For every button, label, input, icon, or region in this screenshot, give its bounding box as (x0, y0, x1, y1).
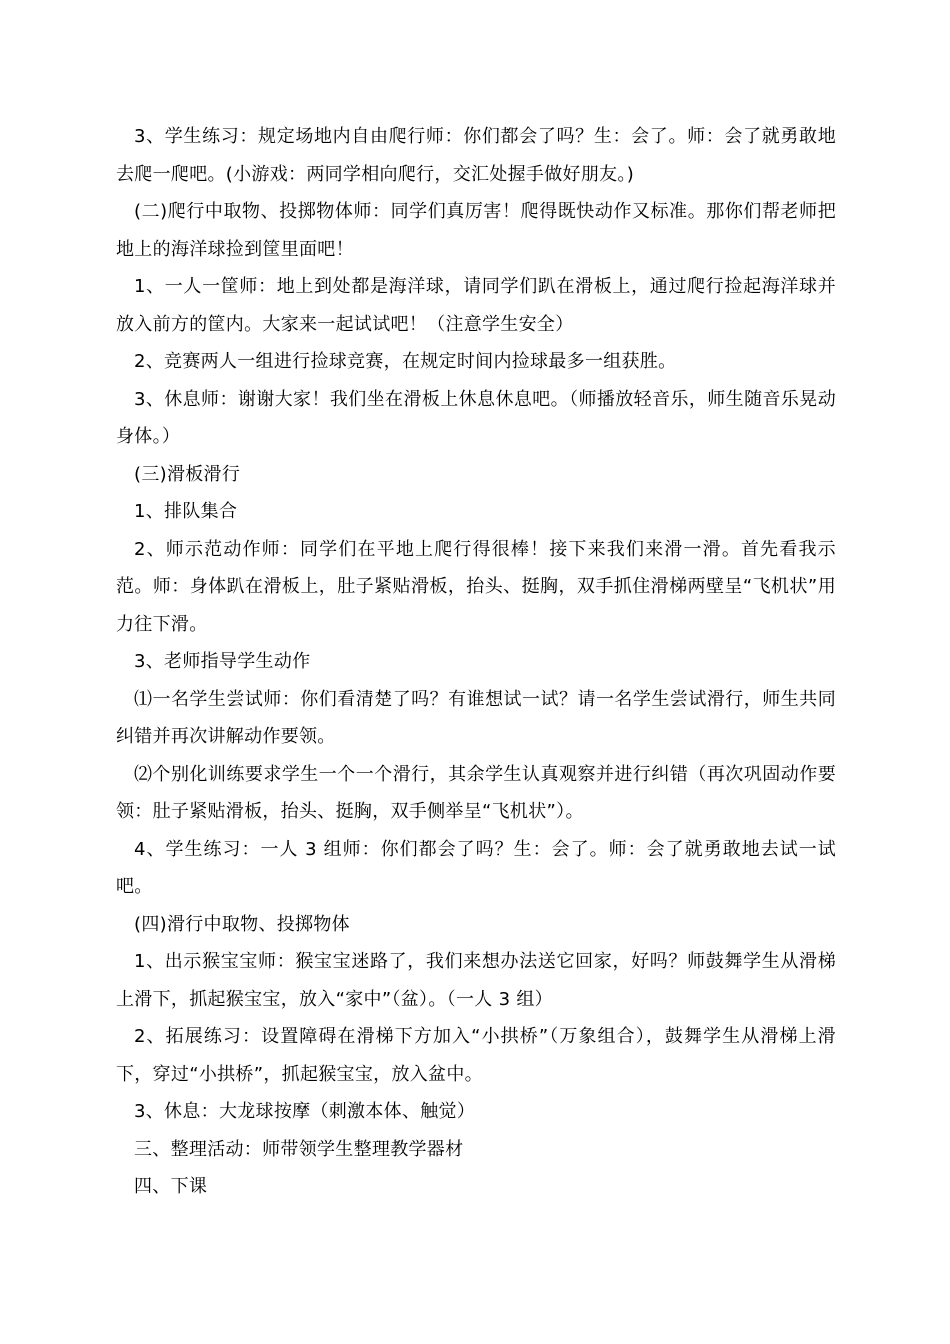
section-heading-dismiss: 四、下课 (134, 1176, 208, 1197)
paragraph-rest: 3、休息师：谢谢大家！我们坐在滑板上休息休息吧。（师播放轻音乐，师生随音乐晃动身体。） (116, 388, 836, 447)
document-page (116, 118, 836, 1206)
section-heading-slide-fetch: (四)滑行中取物、投掷物体 (134, 913, 350, 935)
paragraph-line-up: 1、排队集合 (134, 501, 238, 522)
paragraph-competition: 2、竞赛两人一组进行捡球竞赛，在规定时间内捡球最多一组获胜。 (134, 351, 677, 372)
paragraph-practice-slide: 4、学生练习：一人 3 组师：你们都会了吗？生：会了。师：会了就勇敢地去试一试吧。 (116, 838, 836, 897)
section-heading-slide: (三)滑板滑行 (134, 463, 241, 485)
section-heading-crawl-fetch: (二)爬行中取物、投掷物体师：同学们真厉害！爬得既快动作又标准。那你们帮老师把地上的海洋球捡到筐里面吧！ (116, 201, 836, 260)
paragraph-teacher-guidance: 3、老师指导学生动作 (134, 651, 311, 672)
paragraph-monkey: 1、出示猴宝宝师：猴宝宝迷路了，我们来想办法送它回家，好吗？师鼓舞学生从滑梯上滑下，抓起猴宝宝，放入“家中”（盆）。（一人 3 组） (116, 951, 836, 1010)
paragraph-demonstration: 2、师示范动作师：同学们在平地上爬行得很棒！接下来我们来滑一滑。首先看我示范。师：身体趴在滑板上，肚子紧贴滑板，抬头、挺胸，双手抓住滑梯两壁呈“飞机状”用力往下滑。 (116, 538, 836, 635)
section-heading-tidy-up: 三、整理活动：师带领学生整理教学器材 (134, 1138, 464, 1160)
paragraph-individual-training: ⑵个别化训练要求学生一个一个滑行，其余学生认真观察并进行纠错（再次巩固动作要领：肚子紧贴滑板，抬头、挺胸，双手侧举呈“飞机状”）。 (116, 763, 836, 822)
paragraph-massage-rest: 3、休息：大龙球按摩（刺激本体、触觉） (134, 1101, 476, 1122)
paragraph-extension: 2、拓展练习：设置障碍在滑梯下方加入“小拱桥”（万象组合），鼓舞学生从滑梯上滑下，穿过“小拱桥”，抓起猴宝宝，放入盆中。 (116, 1026, 836, 1085)
paragraph-one-basket: 1、一人一筐师：地上到处都是海洋球，请同学们趴在滑板上，通过爬行捡起海洋球并放入前方的筐内。大家来一起试试吧！（注意学生安全） (116, 276, 836, 335)
paragraph-student-attempt: ⑴一名学生尝试师：你们看清楚了吗？有谁想试一试？请一名学生尝试滑行，师生共同纠错并再次讲解动作要领。 (116, 688, 836, 747)
paragraph-practice-crawl: 3、学生练习：规定场地内自由爬行师：你们都会了吗？生：会了。师：会了就勇敢地去爬一爬吧。(小游戏：两同学相向爬行，交汇处握手做好朋友。) (116, 126, 836, 185)
